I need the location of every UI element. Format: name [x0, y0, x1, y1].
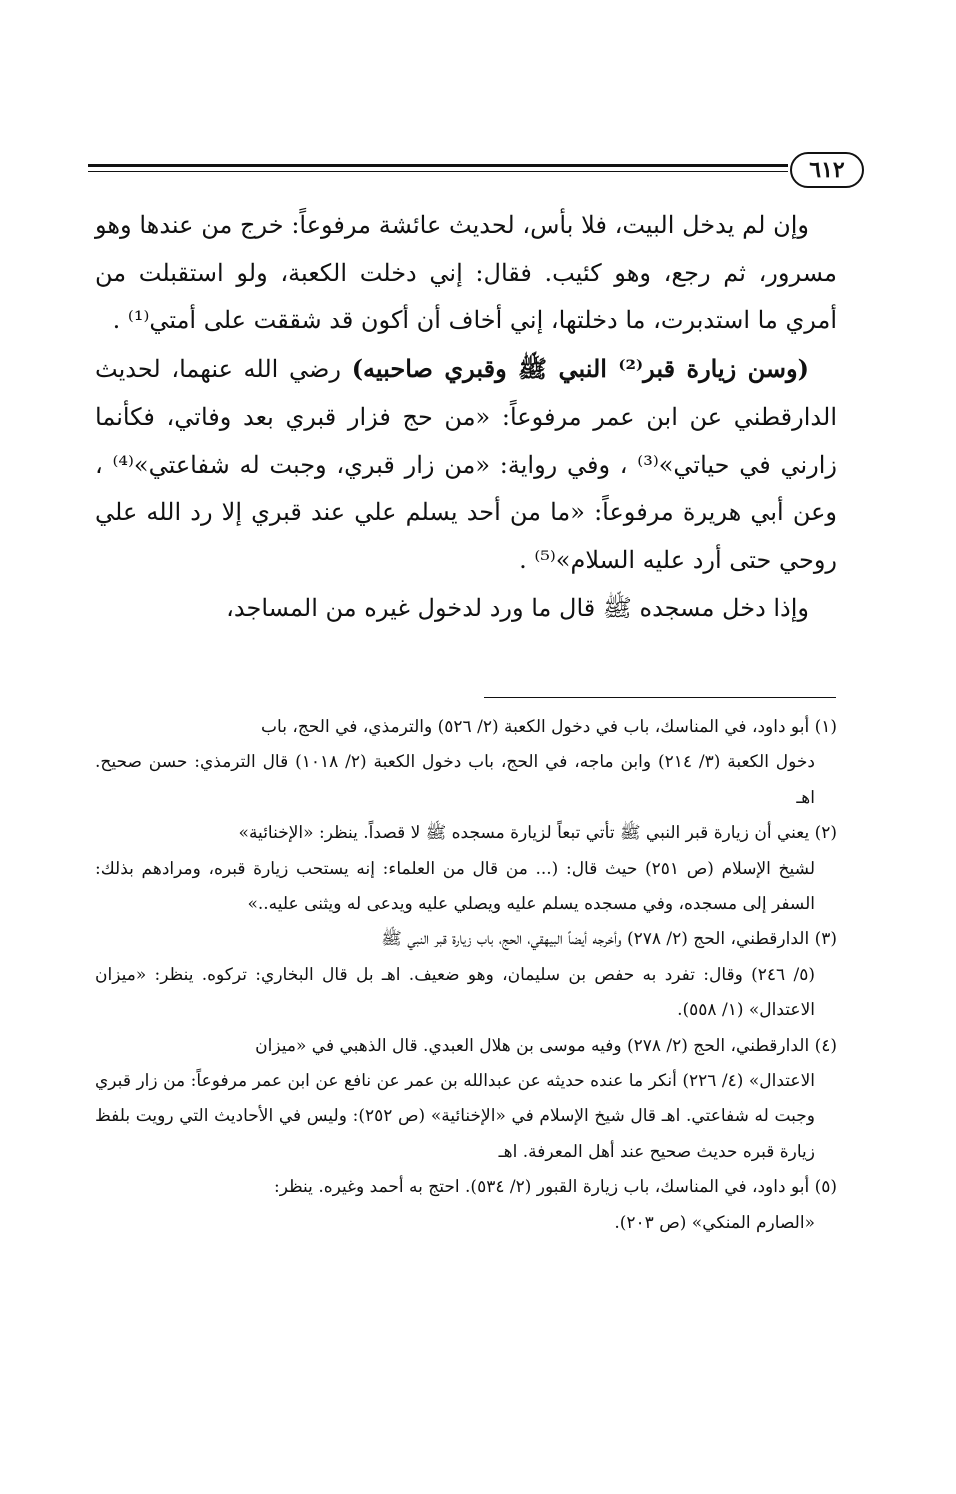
footnote-3-continuation: (٥/ ٢٤٦) وقال: تفرد به حفص بن سليمان، وهو ضعيف. اهـ بل قال البخاري: تركوه. ينظر: «ميزان الاعتدال» (١/ ٥٥٨). — [95, 964, 815, 1021]
footnote-5-first-line: (٥) أبو داود، في المناسك، باب زيارة القبور (٢/ ٥٣٤). احتج به أحمد وغيره. ينظر: — [274, 1177, 837, 1198]
paragraph-1: وإن لم يدخل البيت، فلا بأس، لحديث عائشة مرفوعاً: خرج من عندها وهو مسرور، ثم رجع، وهو كئيب. فقال: إني دخلت الكعبة، ولو استقبلت من أمري ما استدبرت، ما دخلتها، إني أخاف أن أكون قد شققت على أمتي⁽¹⁾ . — [95, 211, 837, 335]
footnote-2-first-line: (٢) يعني أن زيارة قبر النبي ﷺ تأتي تبعاً لزيارة مسجده ﷺ لا قصداً. ينظر: «الإخنائية» — [238, 823, 837, 844]
paragraph-2 — [95, 345, 837, 585]
paragraph-3: وإذا دخل مسجده ﷺ قال ما ورد لدخول غيره من المساجد، — [226, 593, 809, 622]
header-rule-thin — [88, 171, 788, 172]
footnote-1-first-line: (١) أبو داود، في المناسك، باب في دخول الكعبة (٢/ ٥٢٦) والترمذي، في الحج، باب — [261, 717, 837, 737]
footnote-5-continuation: «الصارم المنكي» (ص ٢٠٣). — [614, 1212, 815, 1233]
header-rule — [88, 164, 788, 167]
page-header — [88, 152, 866, 196]
page-number: ٦١٢ — [790, 152, 864, 188]
paragraph-2-heading: (وسن زيارة قبر⁽²⁾ النبي ﷺ وقبري صاحبيه) — [351, 354, 809, 384]
footnote-4-first-line: (٤) الدارقطني، الحج (٢/ ٢٧٨) وفيه موسى بن هلال العبدي. قال الذهبي في «ميزان — [255, 1035, 837, 1056]
footnote-3-first-line: (٣) الدارقطني، الحج (٢/ ٢٧٨) وأخرجه أيضاً البيهقي، الحج، باب زيارة قبر النبي ﷺ — [381, 929, 837, 950]
footnote-1-continuation: دخول الكعبة (٣/ ٢١٤) وابن ماجه، في الحج، باب دخول الكعبة (٢/ ١٠١٨) قال الترمذي: حسن صحيح. اهـ — [95, 752, 816, 808]
main-text — [95, 202, 837, 632]
footnote-4-continuation: الاعتدال» (٤/ ٢٢٦) أنكر ما عنده حديثه عن عبدالله بن عمر عن نافع عن ابن عمر مرفوعاً: من زار قبري وجبت له شفاعتي. اهـ قال شيخ الإسلام في «الإخنائية» (ص ٢٥٢): وليس في الأحاديث التي رويت بلفظ زيارة قبره حديث صحيح عند أهل المعرفة. اهـ — [95, 1071, 815, 1162]
footnote-2-continuation: لشيخ الإسلام (ص ٢٥١) حيث قال: (... من قال من العلماء: إنه يستحب زيارة قبره، ومرادهم بذلك: السفر إلى مسجده، وفي مسجده يسلم عليه ويصلي عليه ويدعى له ويثنى عليه..» — [95, 858, 816, 915]
paragraph-2-body: رضي الله عنهما، لحديث الدارقطني عن ابن عمر مرفوعاً: «من حج فزار قبري بعد وفاتي، فكأنما زارني في حياتي»⁽³⁾ ، وفي رواية: «من زار قبري، وجبت له شفاعتي»⁽⁴⁾ ، وعن أبي هريرة مرفوعاً: «ما من أحد يسلم علي عند قبري إلا رد الله علي روحي حتى أرد عليه السلام»⁽⁵⁾ . — [95, 355, 837, 574]
footnotes — [95, 710, 837, 1241]
footnote-separator — [484, 697, 836, 698]
